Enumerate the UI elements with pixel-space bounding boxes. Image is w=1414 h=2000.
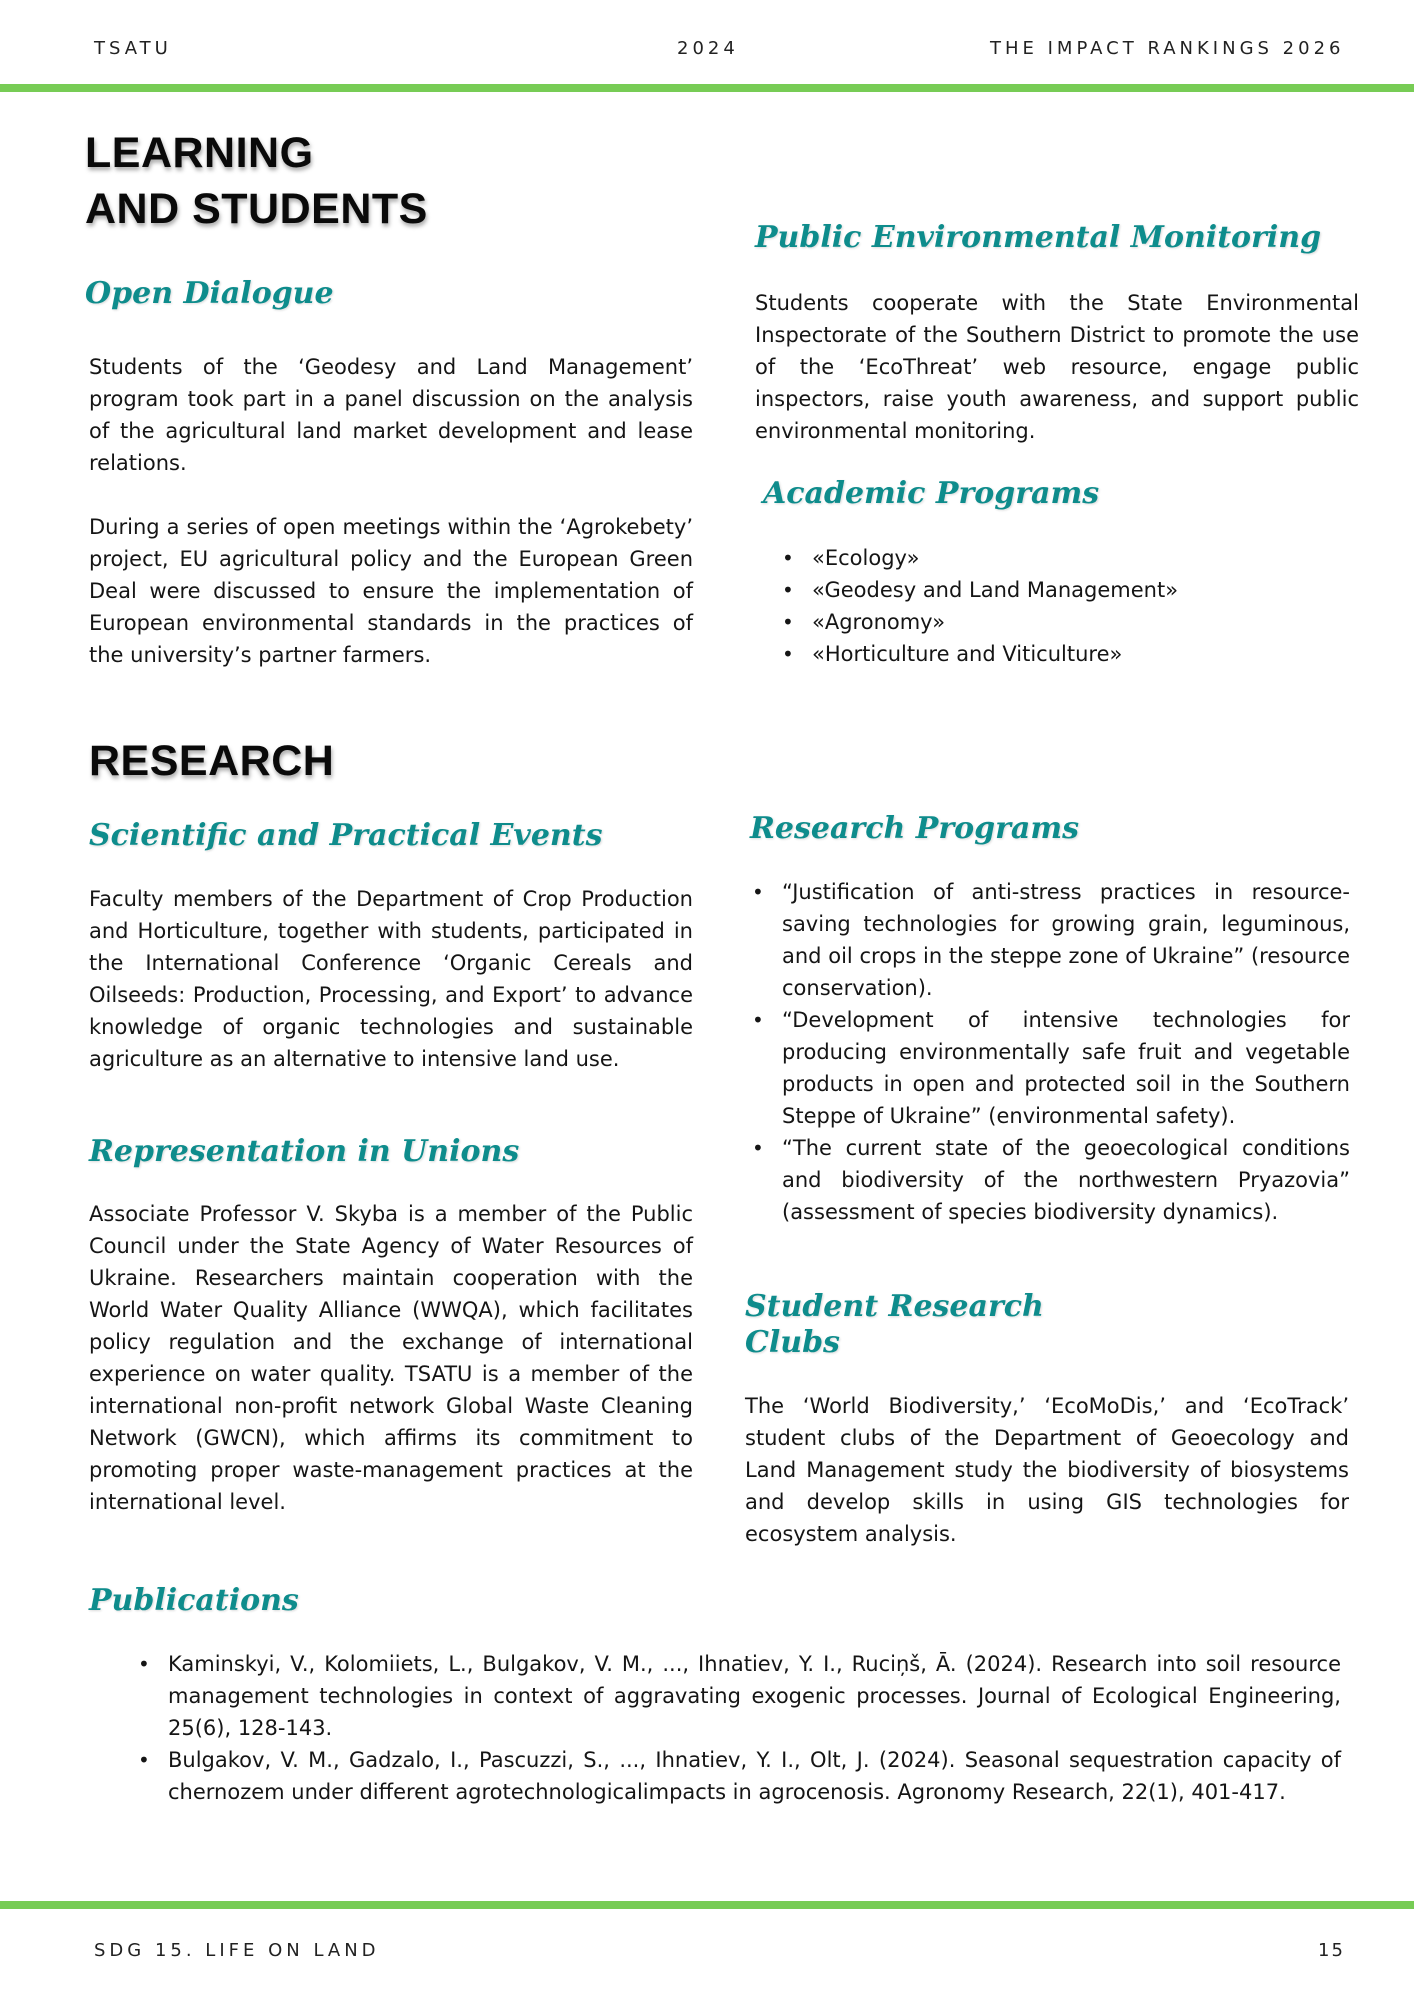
scientific-events-paragraph: Faculty members of the Department of Crop Production and Horticulture, together with students, participated in the International Conference ‘Organic Cereals and Oilseeds: Production, Processing, and Export’ to advance knowledge of organic technologies and sustainable agriculture as an alternative to intensive land use. [89, 887, 693, 1071]
footer-sdg-label: SDG 15. LIFE ON LAND [94, 1940, 380, 1961]
program-name: «Ecology» [812, 546, 920, 570]
program-name: «Geodesy and Land Management» [812, 578, 1179, 602]
list-item [780, 542, 1340, 574]
list-item [780, 574, 1340, 606]
academic-programs-list [780, 542, 1340, 670]
section-title-learning [85, 125, 428, 237]
heading-open-dialogue: Open Dialogue [85, 276, 334, 311]
public-monitoring-paragraph: Students cooperate with the State Environmental Inspectorate of the Southern District to promote the use of the ‘EcoThreat’ web resource, engage public inspectors, raise youth awareness, and support public environmental monitoring. [755, 291, 1359, 443]
program-name: «Horticulture and Viticulture» [812, 642, 1123, 666]
publications-list [136, 1648, 1341, 1808]
page-footer [0, 1940, 1414, 1964]
publication-item [136, 1744, 1341, 1808]
open-dialogue-paragraph-1: Students of the ‘Geodesy and Land Management’ program took part in a panel discussion on the analysis of the agricultural land market development and lease relations. [89, 355, 693, 475]
bullet-icon: • [782, 546, 794, 570]
bullet-icon: • [782, 578, 794, 602]
bullet-icon: • [782, 642, 794, 666]
citation-text: Bulgakov, V. M., Gadzalo, I., Pascuzzi, S., ..., Ihnatiev, Y. I., Olt, J. (2024). Seasonal sequestration capacity of chernozem under different agrotechnologicalimpacts in agrocenosis. Agronomy Research, 22(1), 401-417. [168, 1748, 1341, 1804]
heading-publications: Publications [89, 1583, 299, 1618]
page-header [0, 38, 1414, 62]
page-number: 15 [1318, 1940, 1345, 1961]
header-ranking-title: THE IMPACT RANKINGS 2026 [990, 38, 1345, 59]
title-line-1: LEARNING [85, 129, 314, 177]
heading-academic-programs: Academic Programs [763, 476, 1100, 511]
publication-item [136, 1648, 1341, 1744]
bullet-icon: • [138, 1652, 150, 1676]
student-clubs-paragraph: The ‘World Biodiversity,’ ‘EcoMoDis,’ and ‘EcoTrack’ student clubs of the Department of Geoecology and Land Management study the biodiversity of biosystems and develop skills in using GIS technologies for ecosystem analysis. [745, 1394, 1349, 1546]
header-institution: TSATU [94, 38, 172, 59]
bullet-icon: • [752, 1008, 764, 1032]
heading-representation-unions: Representation in Unions [89, 1134, 520, 1169]
bullet-icon: • [138, 1748, 150, 1772]
bullet-icon: • [782, 610, 794, 634]
heading-research-programs: Research Programs [750, 811, 1079, 846]
list-item [780, 606, 1340, 638]
program-description: “The current state of the geoecological conditions and biodiversity of the northwestern Pryazovia” (assessment of species biodiversity dynamics). [782, 1136, 1350, 1224]
bullet-icon: • [752, 880, 764, 904]
heading-public-monitoring: Public Environmental Monitoring [755, 220, 1322, 255]
representation-unions-paragraph: Associate Professor V. Skyba is a member of the Public Council under the State Agency of Water Resources of Ukraine. Researchers maintain cooperation with the World Water Quality Alliance (WWQA), which facilitates policy regulation and the exchange of international experience on water quality. TSATU is a member of the international non-profit network Global Waste Cleaning Network (GWCN), which affirms its commitment to promoting proper waste-management practices at the international level. [89, 1202, 693, 1514]
program-description: “Justification of anti-stress practices in resource-saving technologies for growing grain, leguminous, and oil crops in the steppe zone of Ukraine” (resource conservation). [782, 880, 1350, 1000]
title-line-2: AND STUDENTS [85, 185, 428, 233]
heading-student-clubs [745, 1289, 1044, 1361]
header-divider [0, 84, 1414, 92]
heading-line-2: Clubs [745, 1325, 840, 1360]
list-item [750, 1132, 1350, 1228]
research-programs-list [750, 876, 1350, 1228]
heading-line-1: Student Research [745, 1289, 1044, 1324]
open-dialogue-paragraph-2: During a series of open meetings within the ‘Agrokebety’ project, EU agricultural policy and the European Green Deal were discussed to ensure the implementation of European environmental standards in the practices of the university’s partner farmers. [89, 515, 693, 667]
list-item [750, 876, 1350, 1004]
citation-text: Kaminskyi, V., Kolomiiets, L., Bulgakov, V. M., ..., Ihnatiev, Y. I., Ruciņš, Ā. (2024). Research into soil resource management technologies in context of aggravating exogenic processes. Journal of Ecological Engineering, 25(6), 128-143. [168, 1652, 1341, 1740]
section-title-research: RESEARCH [89, 737, 335, 785]
program-name: «Agronomy» [812, 610, 946, 634]
list-item [780, 638, 1340, 670]
bullet-icon: • [752, 1136, 764, 1160]
program-description: “Development of intensive technologies for producing environmentally safe fruit and vegetable products in open and protected soil in the Southern Steppe of Ukraine” (environmental safety). [782, 1008, 1350, 1128]
heading-scientific-events: Scientific and Practical Events [89, 818, 603, 853]
header-year: 2024 [677, 38, 739, 59]
footer-divider [0, 1901, 1414, 1909]
list-item [750, 1004, 1350, 1132]
